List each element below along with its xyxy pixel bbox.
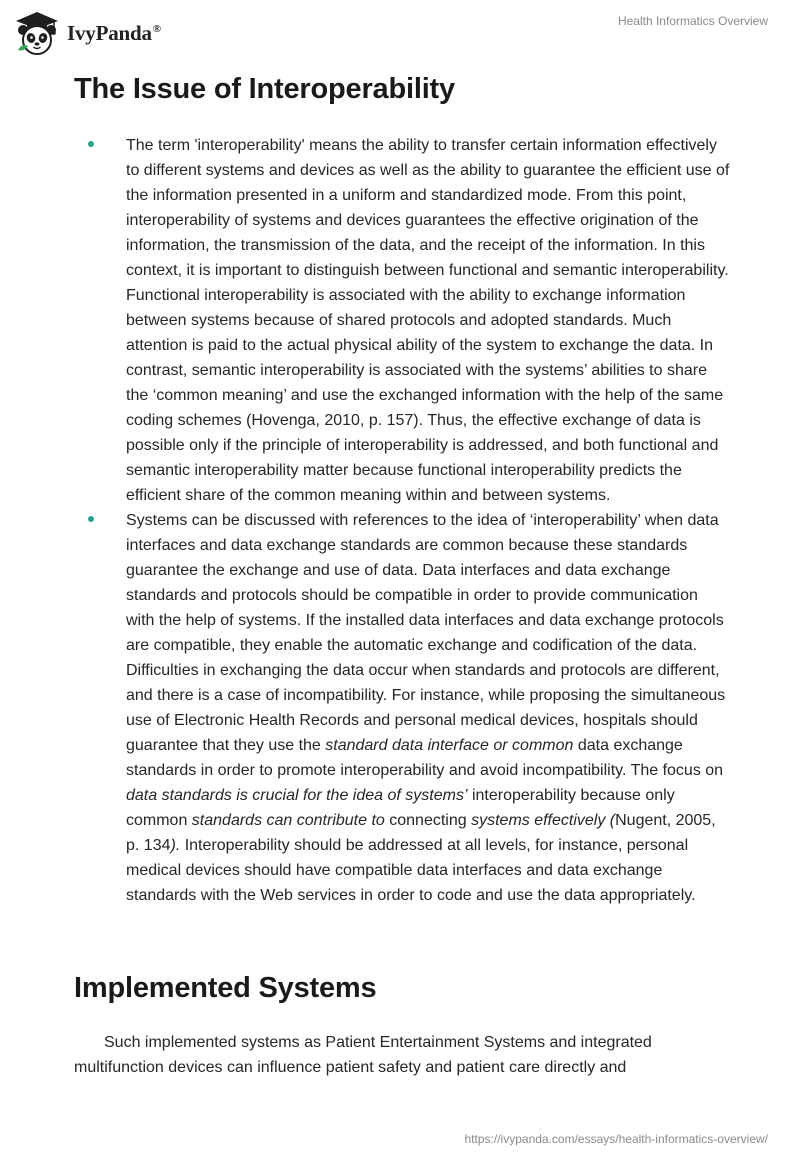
bullet-dot-icon (88, 516, 94, 522)
bullet-text-part: Systems can be discussed with references to the idea of ‘interoperability’ when data interfaces and data exchange standards are common because these standards guarantee the exchange and use of data. Data interfaces and data exchange standards and protocols should be compatible in order to provide communication with the help of systems. If the installed data interfaces and data exchange protocols are compatible, they enable the automatic exchange and codification of the data. Difficulties in exchanging the data occur when standards and protocols are different, and there is a case of incompatibility. For instance, while proposing the simultaneous use of Electronic Health Records and personal medical devices, hospitals should guarantee that they use the (126, 512, 726, 754)
logo-wordmark (67, 21, 161, 46)
bullet-dot-icon (88, 141, 94, 147)
document-title: Health Informatics Overview (617, 14, 768, 28)
bullet-text-part: interoperability because only common (126, 787, 675, 829)
bullet-text-part: Interoperability should be addressed at all levels, for instance, personal medical devices should have compatible data interfaces and data exchange standards with the Web services in order to code and use the data appropriately. (126, 837, 696, 904)
site-logo[interactable] (14, 10, 161, 56)
bullet-text-part: Nugent, 2005, p. 134 (126, 812, 716, 854)
bullet-item (126, 508, 730, 908)
bullet-text-part: connecting (384, 812, 472, 829)
logo-name: IvyPanda (67, 20, 152, 45)
bullet-italic-text: ). (170, 837, 181, 854)
panda-mascot-icon (14, 10, 60, 56)
bullet-list (126, 133, 730, 908)
section-heading-interoperability: The Issue of Interoperability (74, 73, 455, 105)
section-heading-implemented-systems: Implemented Systems (74, 972, 377, 1004)
bullet-text: The term 'interoperability' means the ability to transfer certain information effectively to different systems and devices as well as the ability to guarantee the efficient use of the information presented in a uniform and standardized mode. From this point, interoperability of systems and devices guarantees the effective origination of the information, the transmission of the data, and the receipt of the information. In this context, it is important to distinguish between functional and semantic interoperability. Functional interoperability is associated with the ability to exchange information between systems because of shared protocols and adopted standards. Much attention is paid to the actual physical ability of the system to exchange the data. In contrast, semantic interoperability is associated with the systems’ abilities to share the ‘common meaning’ and use the exchanged information with the help of the same coding schemes (Hovenga, 2010, p. 157). Thus, the effective exchange of data is possible only if the principle of interoperability is addressed, and both functional and semantic interoperability matter because functional interoperability predicts the efficient share of the common meaning within and between systems. (126, 137, 730, 504)
bullet-text-part: data exchange standards in order to promote interoperability and avoid incompatibility. The focus on (126, 737, 724, 779)
bullet-italic-text: standard data interface or common (325, 737, 574, 754)
logo-registered-mark: ® (152, 22, 161, 35)
bullet-italic-text: systems effectively ( (471, 812, 616, 829)
footer-url-link[interactable]: https://ivypanda.com/essays/health-informatics-overview/ (464, 1132, 768, 1146)
body-paragraph: Such implemented systems as Patient Entertainment Systems and integrated multifunction devices can influence patient safety and patient care directly and (74, 1034, 652, 1076)
bullet-italic-text: data standards is crucial for the idea of systems’ (126, 787, 468, 804)
bullet-item (126, 133, 730, 508)
bullet-italic-text: standards can contribute to (191, 812, 385, 829)
